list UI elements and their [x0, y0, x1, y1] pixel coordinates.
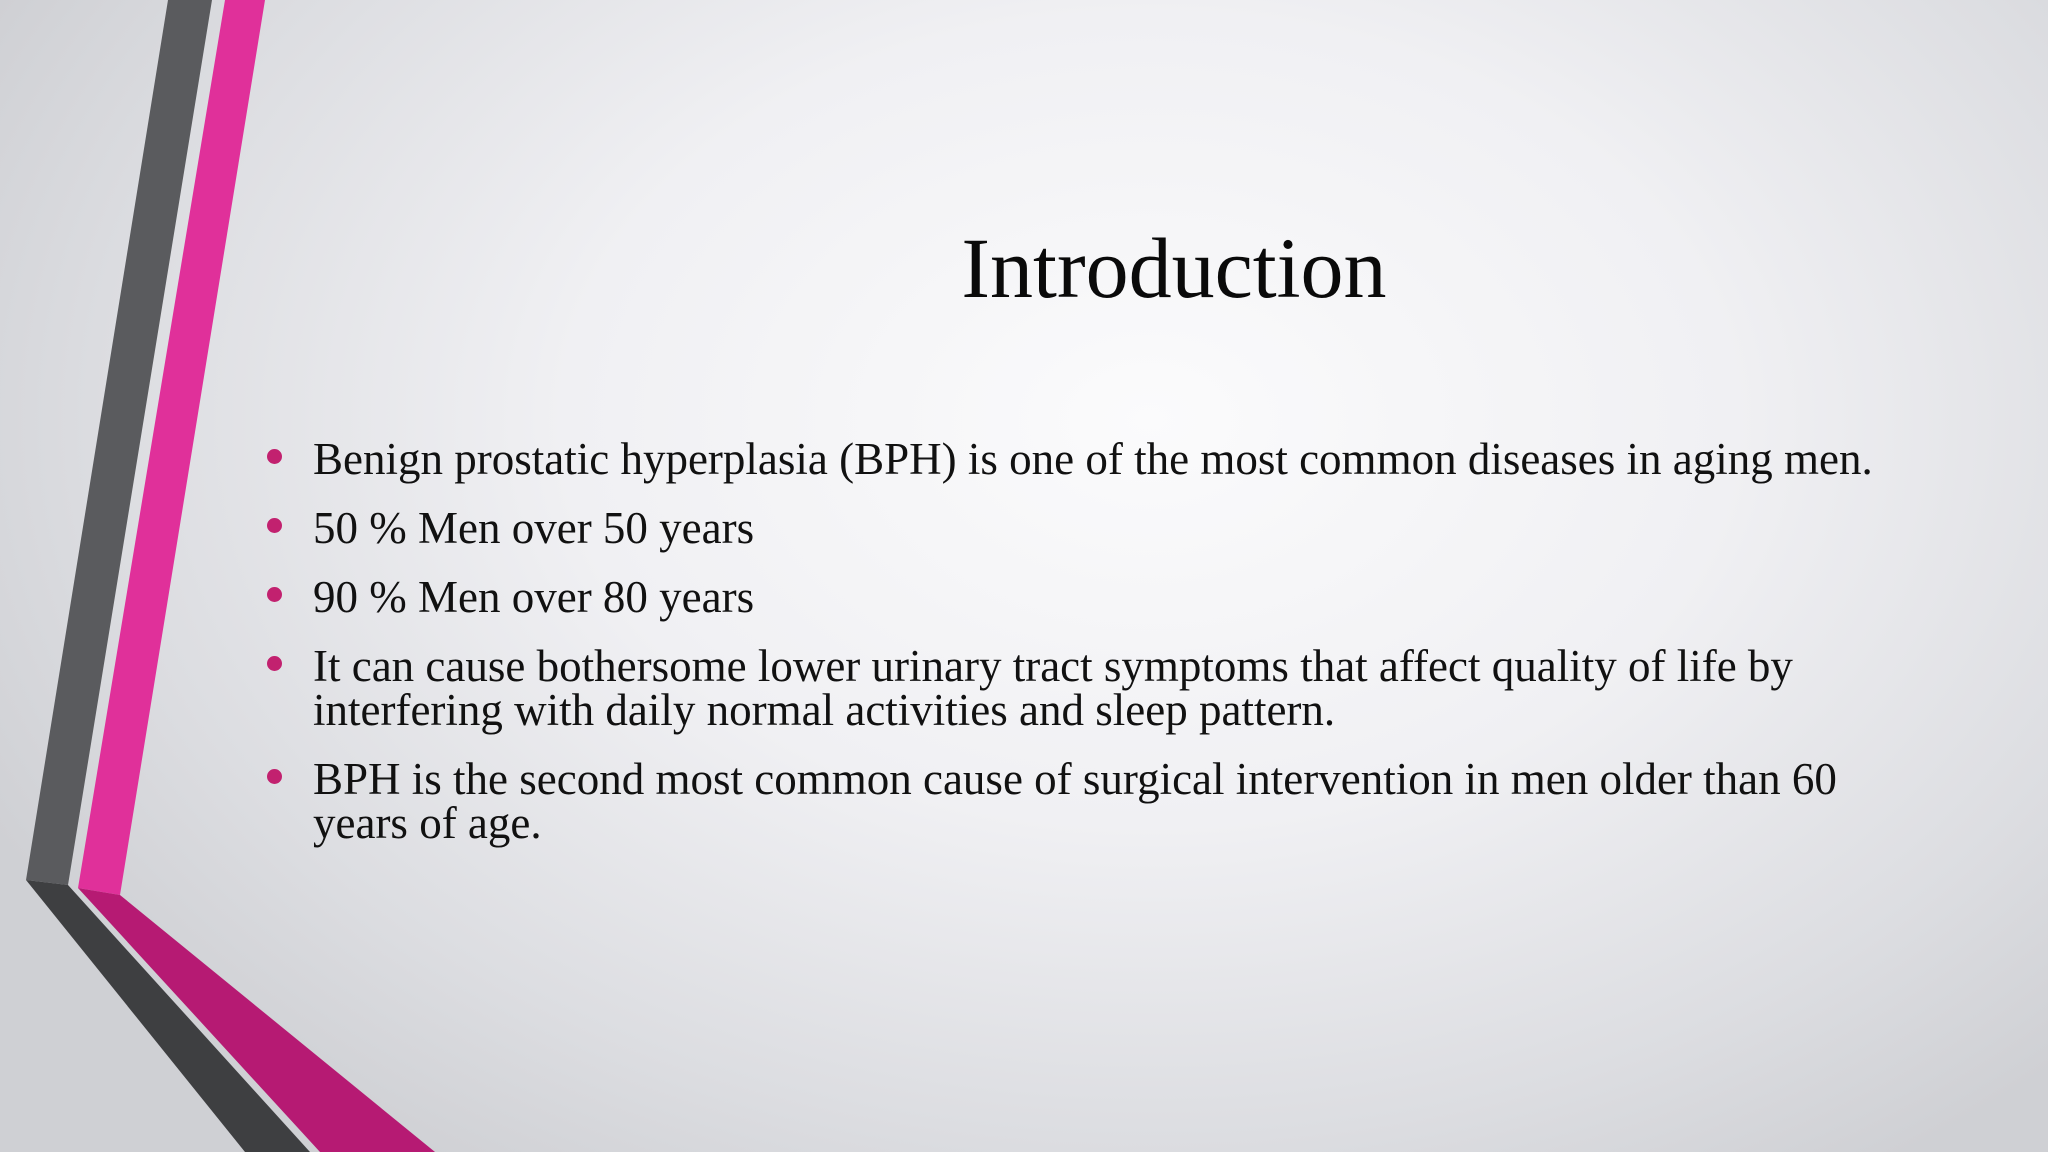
list-item [265, 641, 1925, 735]
bullet-text: It can cause bothersome lower urinary tract symptoms that affect quality of life by interfering with daily normal activities and sleep pattern. [313, 641, 1793, 735]
slide-title: Introduction [961, 220, 1387, 316]
bullet-text: BPH is the second most common cause of surgical intervention in men older than 60 years of age. [313, 754, 1837, 848]
bullet-icon [267, 518, 282, 533]
bullet-text: 50 % Men over 50 years [313, 503, 755, 553]
bullet-list [265, 434, 1925, 870]
bullet-icon [267, 449, 282, 464]
bullet-text: 90 % Men over 80 years [313, 572, 755, 622]
bullet-icon [267, 587, 282, 602]
list-item [265, 572, 1925, 622]
bullet-icon [267, 769, 282, 784]
list-item [265, 503, 1925, 553]
bullet-text: Benign prostatic hyperplasia (BPH) is one of the most common diseases in aging men. [313, 434, 1873, 484]
bullet-icon [267, 656, 282, 671]
list-item [265, 434, 1925, 484]
list-item [265, 754, 1925, 848]
